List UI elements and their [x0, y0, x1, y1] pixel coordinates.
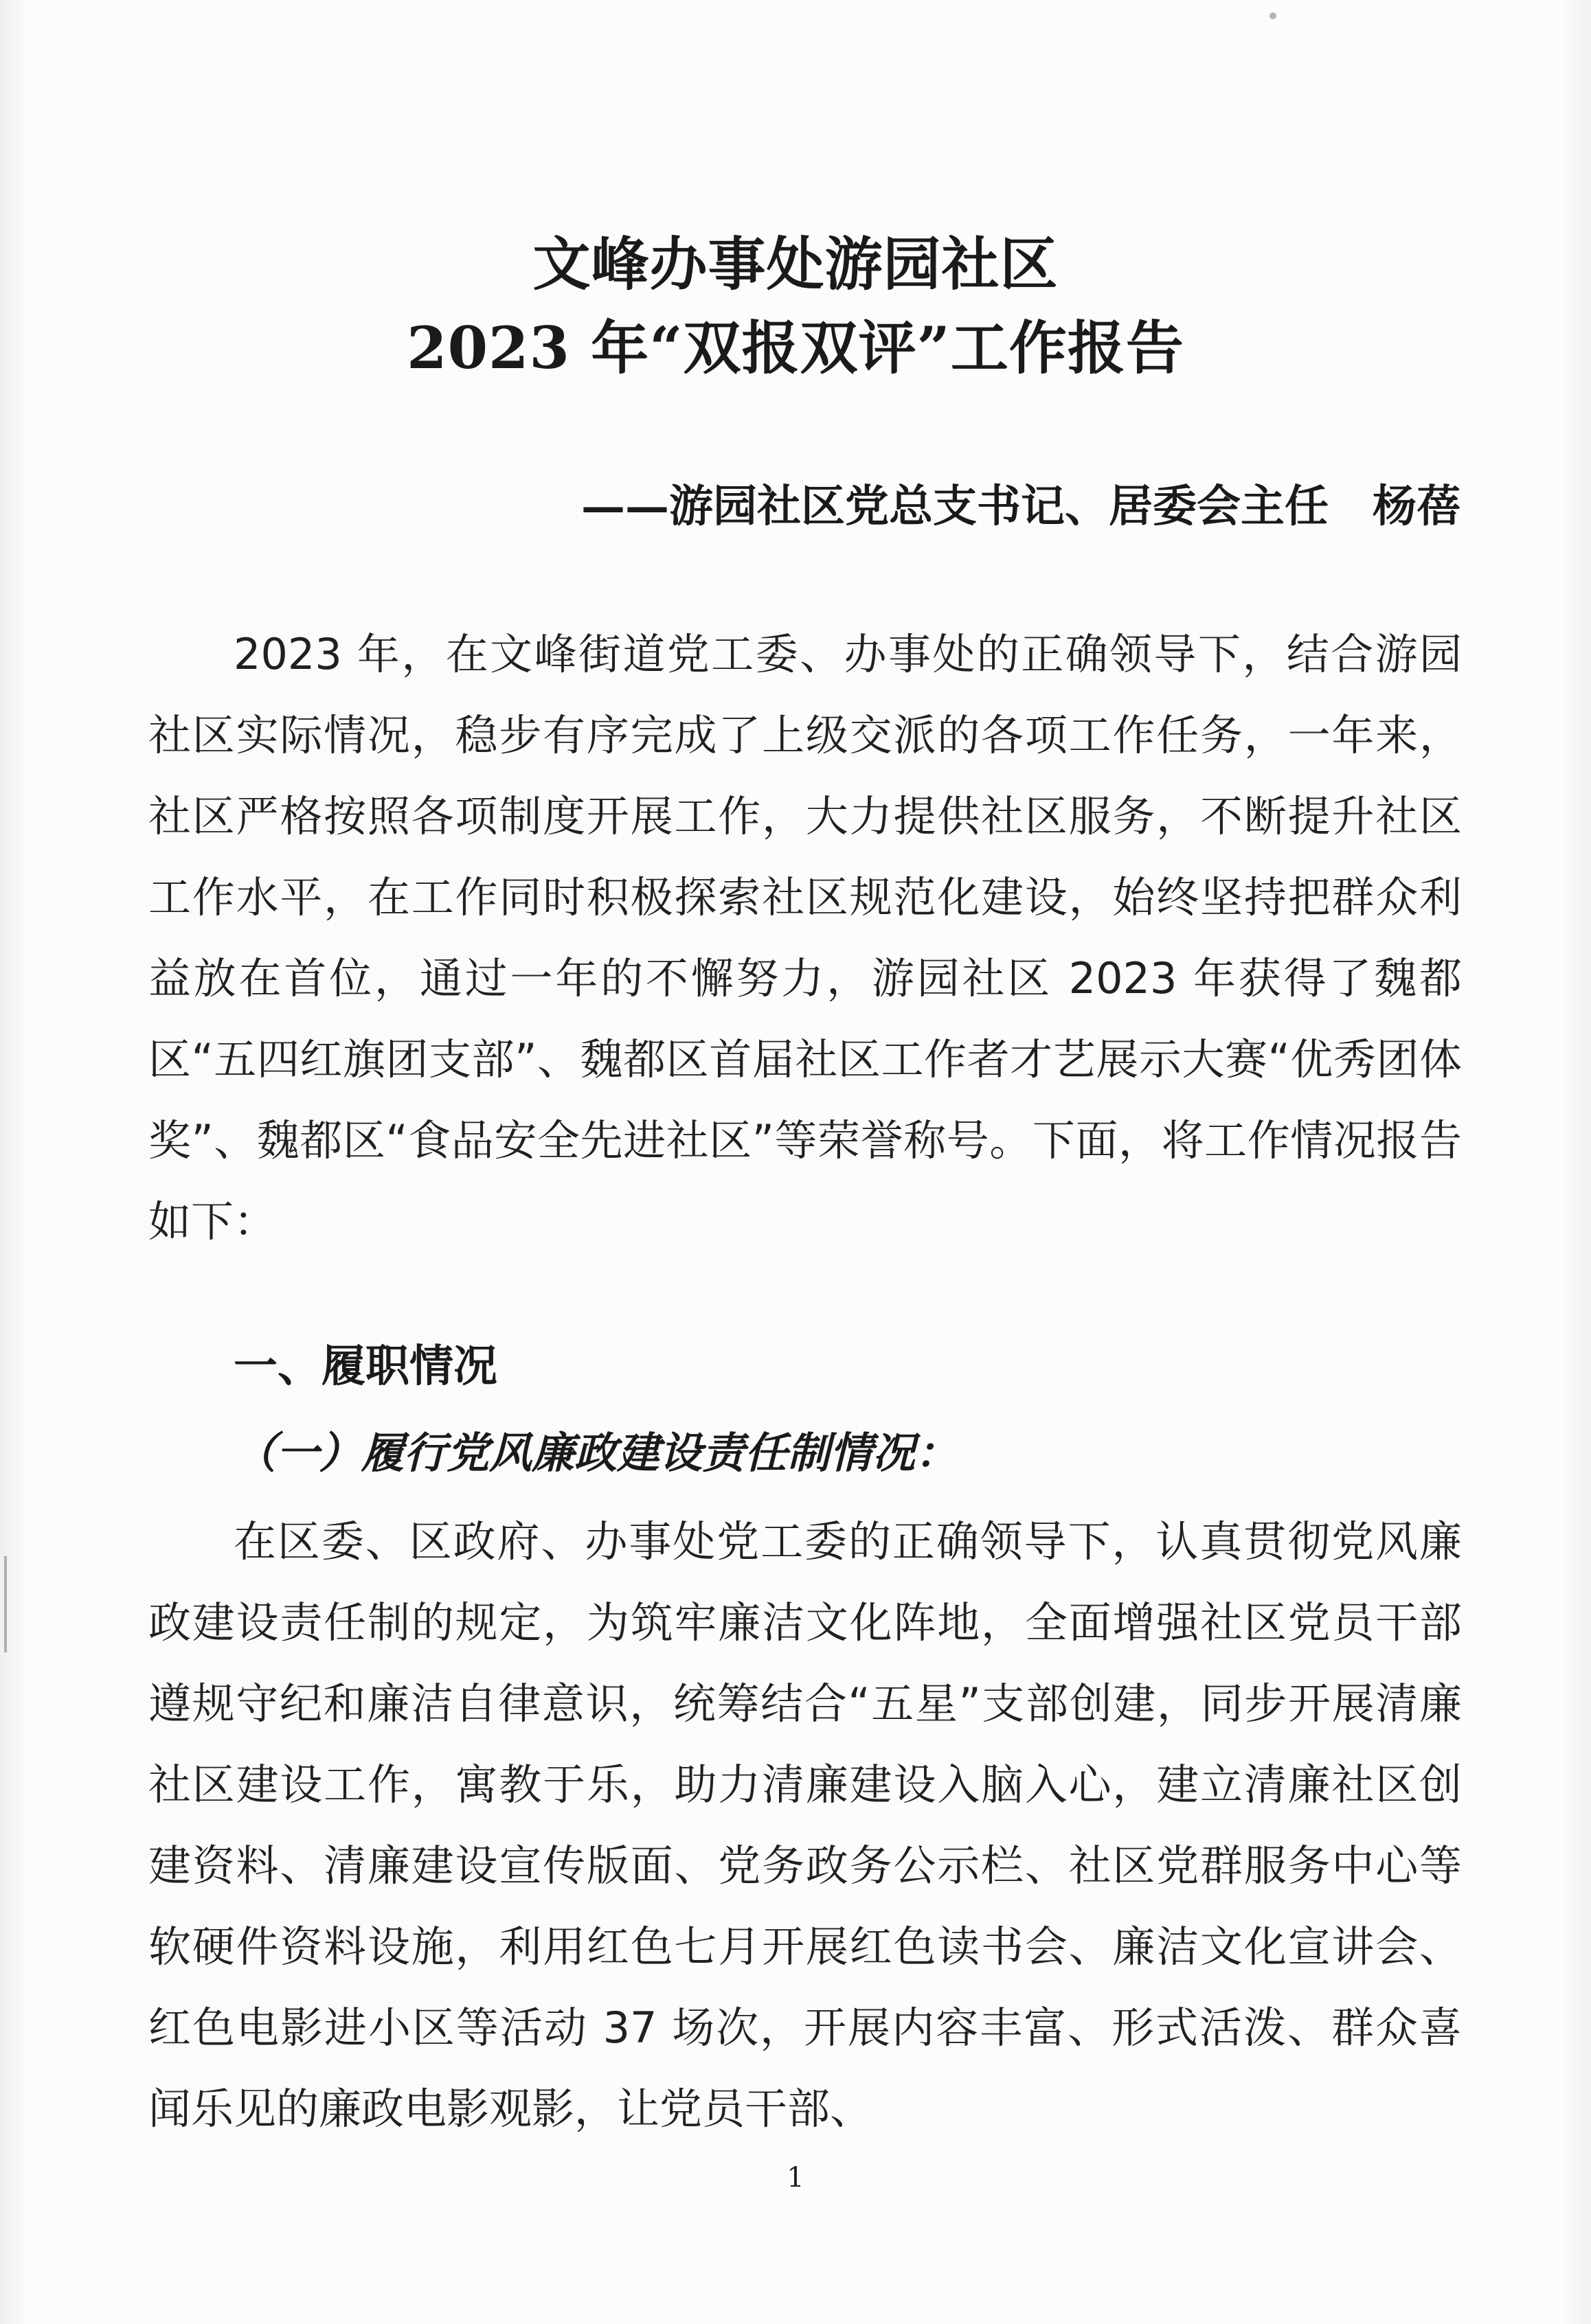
- scan-dot-mark: [1270, 12, 1276, 19]
- subsection-1-section: [148, 1501, 1462, 2150]
- intro-section: [148, 614, 1462, 1262]
- intro-paragraph: 2023 年，在文峰街道党工委、办事处的正确领导下，结合游园社区实际情况，稳步有序完成了上级交派的各项工作任务，一年来，社区严格按照各项制度开展工作，大力提供社区服务，不断提升社区工作水平，在工作同时积极探索社区规范化建设，始终坚持把群众利益放在首位，通过一年的不懈努力，游园社区 2023 年获得了魏都区“五四红旗团支部”、魏都区首届社区工作者才艺展示大赛“优秀团体奖”、魏都区“食品安全先进社区”等荣誉称号。下面，将工作情况报告如下：: [148, 629, 1462, 1246]
- page-number: 1: [787, 2162, 804, 2194]
- document-byline: ——游园社区党总支书记、居委会主任 杨蓓: [581, 481, 1460, 532]
- scan-edge-mark: [4, 1556, 7, 1652]
- subsection-heading-1: （一）履行党风廉政建设责任制情况：: [234, 1428, 958, 1478]
- document-title-line-2: 2023 年“双报双评”工作报告: [407, 314, 1184, 382]
- subsection-1-paragraph: 在区委、区政府、办事处党工委的正确领导下，认真贯彻党风廉政建设责任制的规定，为筑牢廉洁文化阵地，全面增强社区党员干部遵规守纪和廉洁自律意识，统筹结合“五星”支部创建，同步开展清廉社区建设工作，寓教于乐，助力清廉建设入脑入心，建立清廉社区创建资料、清廉建设宣传版面、党务政务公示栏、社区党群服务中心等软硬件资料设施，利用红色七月开展红色读书会、廉洁文化宣讲会、红色电影进小区等活动 37 场次，开展内容丰富、形式活泼、群众喜闻乐见的廉政电影观影，让党员干部、: [148, 1516, 1462, 2134]
- section-heading-1: 一、履职情况: [234, 1341, 497, 1392]
- document-title-line-1: 文峰办事处游园社区: [532, 230, 1059, 298]
